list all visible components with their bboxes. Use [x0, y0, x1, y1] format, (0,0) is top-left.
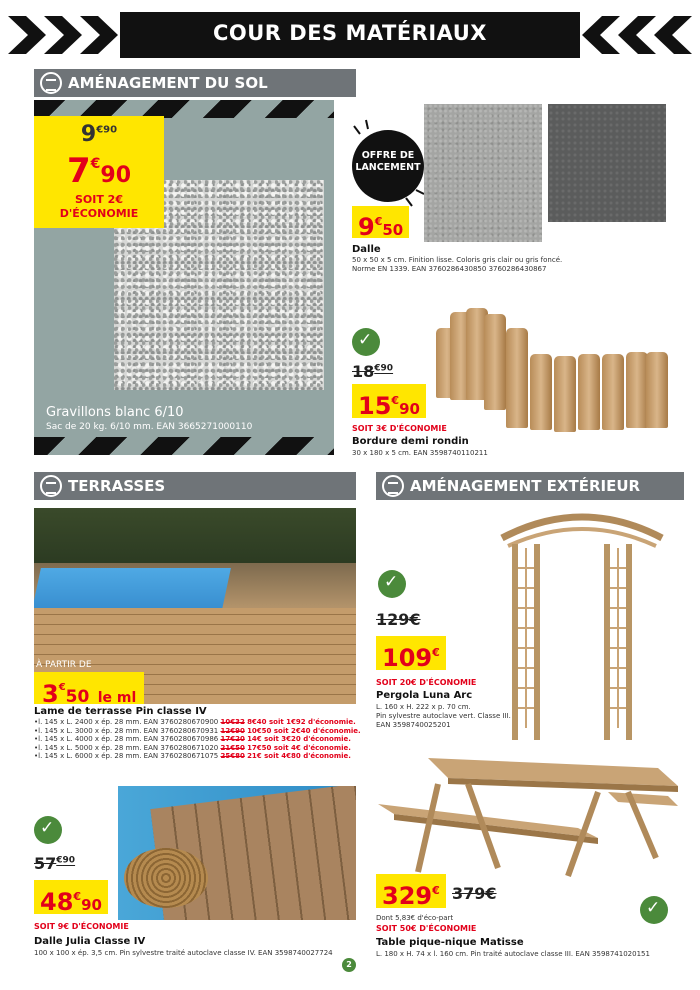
pergola-description: L. 160 x H. 222 x p. 70 cm. Pin sylvestre autoclave vert. Classe III. EAN 3598740025201: [376, 703, 511, 729]
terrace-icon: [40, 475, 62, 497]
section-header-terrasses: [34, 472, 356, 500]
bordure-price: 15€90: [352, 384, 426, 418]
dalle-julia-name: Dalle Julia Classe IV: [34, 936, 146, 947]
page-number: 2: [342, 958, 356, 972]
eco-label-icon: [352, 328, 380, 356]
gravillons-description: Sac de 20 kg. 6/10 mm. EAN 3665271000110: [46, 422, 253, 432]
dalle-name: Dalle: [352, 244, 381, 255]
lame-variants-list: [34, 718, 361, 761]
lame-name: Lame de terrasse Pin classe IV: [34, 706, 207, 717]
section-header-exterieur: [376, 472, 684, 500]
section-title-exterieur: AMÉNAGEMENT EXTÉRIEUR: [410, 477, 641, 495]
list-item: •l. 145 x L. 3000 x ép. 28 mm. EAN 3760280670931 12€90 10€50 soit 2€40 d'économie.: [34, 726, 361, 735]
dalle-description: 50 x 50 x 5 cm. Finition lisse. Coloris gris clair ou gris foncé. Norme EN 1339. EAN 3760286430850 3760286430867: [352, 256, 563, 273]
table-description: L. 180 x H. 74 x l. 160 cm. Pin traité autoclave classe III. EAN 3598741020151: [376, 950, 650, 958]
pergola-image: [498, 508, 666, 740]
section-title-sol: AMÉNAGEMENT DU SOL: [68, 74, 268, 92]
garden-icon: [382, 475, 404, 497]
eco-label-icon: [378, 570, 406, 598]
dalle-julia-old-price: $57^{€90}$: [34, 854, 76, 873]
gravillons-price: 7€90: [66, 151, 132, 191]
section-header-sol: [34, 69, 356, 97]
hazard-stripes-bottom: [34, 437, 334, 455]
bordure-old-price: $18^{€90}$: [352, 362, 394, 381]
table-name: Table pique-nique Matisse: [376, 937, 524, 948]
dalle-julia-saving: SOIT 9€ D'ÉCONOMIE: [34, 922, 129, 931]
table-saving: SOIT 50€ D'ÉCONOMIE: [376, 924, 477, 933]
table-price: 329€: [376, 874, 446, 908]
list-item: •l. 145 x L. 2400 x ép. 28 mm. EAN 3760280670900 10€32 8€40 soit 1€92 d'économie.: [34, 718, 356, 726]
gravillons-name: Gravillons blanc 6/10: [46, 405, 184, 420]
pergola-name: Pergola Luna Arc: [376, 690, 473, 701]
page-title: COUR DES MATÉRIAUX: [212, 21, 488, 45]
bordure-description: 30 x 180 x 5 cm. EAN 3598740110211: [352, 449, 488, 457]
gravillons-saving-2: D'ÉCONOMIE: [59, 207, 139, 220]
top-banner: [0, 12, 700, 58]
picnic-table-image: [378, 748, 684, 878]
floor-icon: [40, 72, 62, 94]
gravillons-old-price: $9^{€90}$: [80, 122, 118, 147]
lame-from-label: À PARTIR DE: [36, 660, 92, 670]
table-old-price: 379€: [452, 884, 497, 903]
gravillons-saving-1: SOIT 2€: [74, 193, 123, 206]
dalle-julia-price: 48€90: [34, 880, 108, 914]
dalle-julia-image: [118, 786, 356, 920]
list-item: •l. 145 x L. 6000 x ép. 28 mm. EAN 3760280671075 25€80 21€ soit 4€80 d'économie.: [34, 752, 351, 761]
dalle-dark-grey-image: [548, 104, 666, 222]
chevrons-right-icon: [550, 12, 700, 58]
lame-price: 3€50 le ml: [34, 672, 144, 704]
eco-label-icon: [640, 896, 668, 924]
bordure-saving: SOIT 3€ D'ÉCONOMIE: [352, 424, 447, 433]
bordure-image: [436, 308, 668, 433]
dalle-price: 9€50: [352, 206, 409, 238]
list-item: •l. 145 x L. 5000 x ép. 28 mm. EAN 3760280671020 21€50 17€50 soit 4€ d'économie.: [34, 743, 351, 752]
gravillons-price-tag: [34, 116, 164, 228]
list-item: •l. 145 x L. 4000 x ép. 28 mm. EAN 3760280670986 17€20 14€ soit 3€20 d'économie.: [34, 735, 351, 744]
pergola-old-price: 129€: [376, 610, 421, 629]
table-eco-part: Dont 5,83€ d'éco-part: [376, 914, 454, 922]
pergola-price: 109€: [376, 636, 446, 670]
launch-offer-badge: OFFRE DE LANCEMENT: [352, 130, 424, 202]
bordure-name: Bordure demi rondin: [352, 436, 469, 447]
section-title-terrasses: TERRASSES: [68, 477, 166, 495]
eco-label-icon: [34, 816, 62, 844]
dalle-light-grey-image: [424, 104, 542, 242]
pergola-saving: SOIT 20€ D'ÉCONOMIE: [376, 678, 477, 687]
dalle-julia-description: 100 x 100 x ép. 3,5 cm. Pin sylvestre traité autoclave classe IV. EAN 3598740027724: [34, 949, 333, 957]
